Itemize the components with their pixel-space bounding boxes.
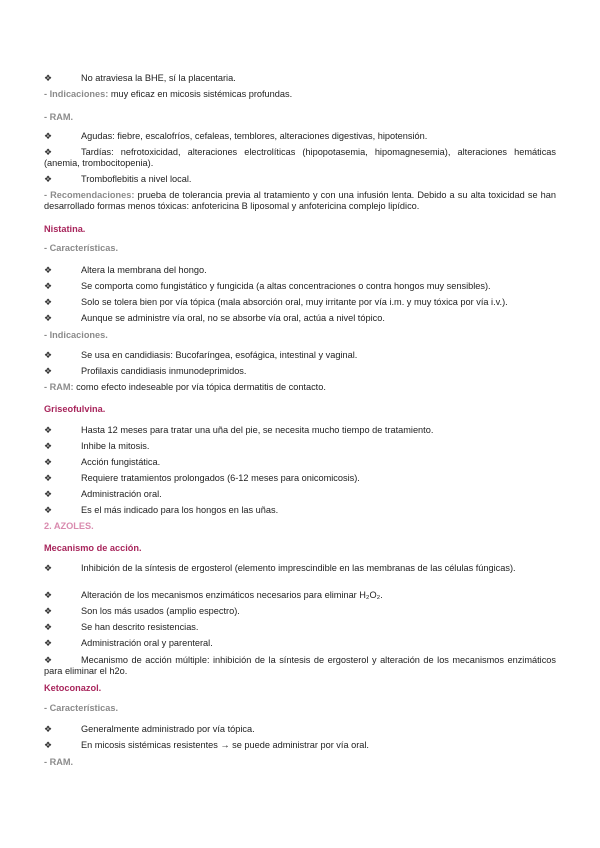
bullet-icon: ❖ xyxy=(44,441,53,451)
section-title-azoles: 2. AZOLES. xyxy=(44,521,94,531)
section-title-griseofulvina: Griseofulvina. xyxy=(44,404,106,414)
list-item: Solo se tolera bien por vía tópica (mala absorción oral, muy irritante por vía i.m. y muy tóxica por vía i.v.). xyxy=(81,297,508,307)
list-item: Son los más usados (amplio espectro). xyxy=(81,606,240,616)
bullet-icon: ❖ xyxy=(44,350,53,360)
recommendations-paragraph xyxy=(44,190,556,212)
list-item: Tromboflebitis a nivel local. xyxy=(81,174,192,184)
list-item: Tardías: nefrotoxicidad, alteraciones electrolíticas (hipopotasemia, hipomagnesemia), alteraciones hemáticas (anemia, trombocitopenia). xyxy=(44,147,556,168)
bullet-icon: ❖ xyxy=(44,313,53,323)
bullet-icon: ❖ xyxy=(44,638,53,648)
ram-line xyxy=(44,382,326,393)
characteristics-heading: - Características. xyxy=(44,703,119,713)
bullet-icon: ❖ xyxy=(44,606,53,616)
bullet-icon: ❖ xyxy=(44,366,53,376)
bullet-icon: ❖ xyxy=(44,724,53,734)
bullet-icon: ❖ xyxy=(44,489,53,499)
bullet-icon: ❖ xyxy=(44,265,53,275)
list-item: Altera la membrana del hongo. xyxy=(81,265,207,275)
ram-heading: - RAM. xyxy=(44,757,74,767)
section-title-ketoconazol: Ketoconazol. xyxy=(44,683,102,693)
list-item: Profilaxis candidiasis inmunodeprimidos. xyxy=(81,366,247,376)
list-item: Se comporta como fungistático y fungicida (a altas concentraciones o contra hongos muy sensibles). xyxy=(81,281,491,291)
list-item: Alteración de los mecanismos enzimáticos necesarios para eliminar H₂O₂. xyxy=(81,590,383,600)
list-item: Administración oral y parenteral. xyxy=(81,638,213,648)
bullet-icon: ❖ xyxy=(44,590,53,600)
recommendations-label: - Recomendaciones: xyxy=(44,190,135,200)
indications-label: - Indicaciones: xyxy=(44,89,109,99)
bullet-icon: ❖ xyxy=(44,425,53,435)
bullet-icon: ❖ xyxy=(44,297,53,307)
bullet-icon: ❖ xyxy=(44,174,53,184)
list-item: Aunque se administre vía oral, no se absorbe vía oral, actúa a nivel tópico. xyxy=(81,313,385,323)
ram-label: - RAM: xyxy=(44,382,74,392)
list-item: Inhibición de la síntesis de ergosterol (elemento imprescindible en las membranas de las células fúngicas). xyxy=(81,563,516,573)
bullet-icon: ❖ xyxy=(44,622,53,632)
recommendations-text: prueba de tolerancia previa al tratamiento y con una infusión lenta. Debido a su alta toxicidad se han desarrollado formas menos tóxicas: anfotericina B liposomal y anfotericina complejo lipídico. xyxy=(44,190,556,211)
list-item: Requiere tratamientos prolongados (6-12 meses para onicomicosis). xyxy=(81,473,360,483)
list-item: Inhibe la mitosis. xyxy=(81,441,150,451)
list-item: Se usa en candidiasis: Bucofaríngea, esofágica, intestinal y vaginal. xyxy=(81,350,358,360)
list-item: Acción fungistática. xyxy=(81,457,161,467)
ram-text: como efecto indeseable por vía tópica dermatitis de contacto. xyxy=(73,382,326,392)
section-title-nistatina: Nistatina. xyxy=(44,224,86,234)
bullet-icon: ❖ xyxy=(44,505,53,515)
list-item: Se han descrito resistencias. xyxy=(81,622,199,632)
characteristics-heading: - Características. xyxy=(44,243,119,253)
list-item: Generalmente administrado por vía tópica. xyxy=(81,724,255,734)
list-item: Mecanismo de acción múltiple: inhibición de la síntesis de ergosterol y alteración de los mecanismos enzimáticos para eliminar el h2o. xyxy=(44,655,556,676)
list-item: En micosis sistémicas resistentes → se puede administrar por vía oral. xyxy=(81,740,369,750)
mechanism-heading: Mecanismo de acción. xyxy=(44,543,142,553)
bullet-icon: ❖ xyxy=(44,73,53,83)
bullet-icon: ❖ xyxy=(44,147,53,157)
bullet-icon: ❖ xyxy=(44,281,53,291)
bullet-icon: ❖ xyxy=(44,563,53,573)
list-item: Hasta 12 meses para tratar una uña del pie, se necesita mucho tiempo de tratamiento. xyxy=(81,425,434,435)
bullet-icon: ❖ xyxy=(44,457,53,467)
indications-heading: - Indicaciones. xyxy=(44,330,108,340)
bullet-icon: ❖ xyxy=(44,131,53,141)
list-item: No atraviesa la BHE, sí la placentaria. xyxy=(81,73,236,83)
indications-line xyxy=(44,89,292,100)
list-item: Administración oral. xyxy=(81,489,162,499)
bullet-icon: ❖ xyxy=(44,655,53,665)
list-item: Agudas: fiebre, escalofríos, cefaleas, temblores, alteraciones digestivas, hipotensión. xyxy=(81,131,428,141)
list-item: Es el más indicado para los hongos en las uñas. xyxy=(81,505,279,515)
bullet-icon: ❖ xyxy=(44,740,53,750)
ram-heading: - RAM. xyxy=(44,112,74,122)
bullet-icon: ❖ xyxy=(44,473,53,483)
indications-text: muy eficaz en micosis sistémicas profundas. xyxy=(108,89,293,99)
